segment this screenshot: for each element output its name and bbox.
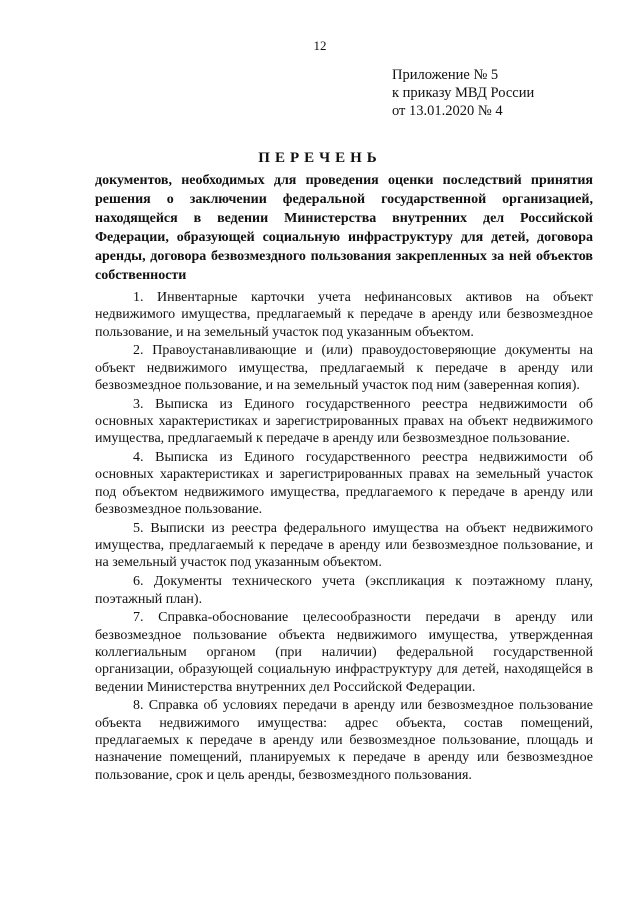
list-item: 3. Выписка из Единого государственного реестра недвижимости об основных характеристиках и зарегистрированных правах на объект недвижимого имущества, предлагаемый к передаче в аренду или безвозмездное пользование. (95, 396, 593, 447)
list-item: 1. Инвентарные карточки учета нефинансовых активов на объект недвижимого имущества, предлагаемый к передаче в аренду или безвозмездное пользование, и на земельный участок под указанным объектом. (95, 290, 593, 340)
list-item: 4. Выписка из Единого государственного реестра недвижимости об основных характеристиках и зарегистрированных правах на земельный участок под объектом недвижимого имущества, предлагаемого к передаче в аренду или безвозмездное пользование. (95, 450, 593, 518)
list-item: 8. Справка об условиях передачи в аренду или безвозмездное пользование объекта недвижимого имущества: адрес объекта, состав помещений, предлагаемых к передаче в аренду или безвозмездное пользование, площадь и назначение помещений, планируемых к передаче в аренду или безвозмездное пользование, срок и цель аренды, безвозмездного пользования. (95, 698, 593, 783)
document-subtitle: документов, необходимых для проведения оценки последствий принятия решения о заключении федеральной государственной организацией, находящейся в ведении Министерства внутренних дел Российской Федерации, образующей социальную инфраструктуру для детей, договора аренды, договора безвозмездного пользования закрепленных за ней объектов собственности (95, 173, 593, 283)
page-number: 12 (313, 38, 327, 53)
list-item: 7. Справка-обоснование целесообразности передачи в аренду или безвозмездное пользование объекта недвижимого имущества, утвержденная коллегиальным органом (при наличии) федеральной государственной организации, образующей социальную инфраструктуру для детей, находящейся в ведении Министерства внутренних дел Российской Федерации. (95, 610, 593, 695)
list-item: 2. Правоустанавливающие и (или) правоудостоверяющие документы на объект недвижимого имущества, предлагаемый к передаче в аренду или безвозмездное пользование, и на земельный участок под ним (заверенная копия). (95, 343, 593, 393)
document-title: ПЕРЕЧЕНЬ (258, 150, 382, 166)
list-item: 5. Выписки из реестра федерального имущества на объект недвижимого имущества, предлагаемый к передаче в аренду или безвозмездное пользование, и на земельный участок под указанным объектом. (95, 520, 593, 571)
appendix-line-1: Приложение № 5 (392, 67, 499, 83)
document-list (95, 289, 593, 785)
appendix-line-2: к приказу МВД России (392, 85, 535, 101)
list-item: 6. Документы технического учета (экспликация к поэтажному плану, поэтажный план). (95, 574, 593, 607)
appendix-line-3: от 13.01.2020 № 4 (392, 103, 503, 119)
appendix-header (392, 66, 534, 120)
